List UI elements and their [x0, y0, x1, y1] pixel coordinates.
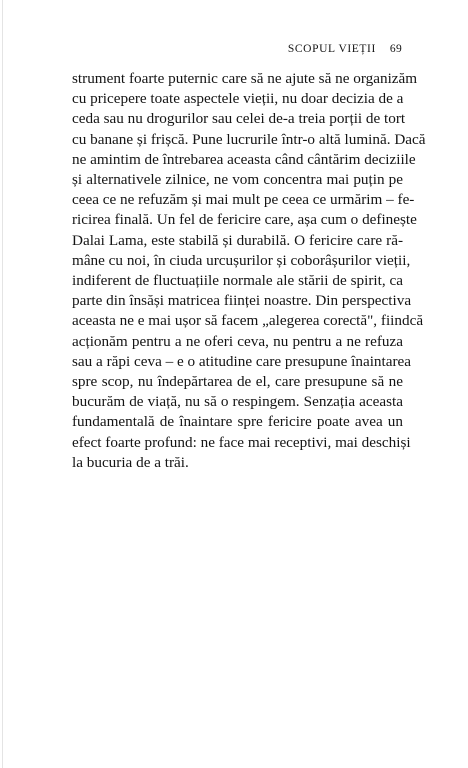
text-line: strument foarte puternic care să ne ajute să ne organizăm	[72, 70, 418, 87]
text-line: efect foarte profund: ne face mai receptivi, mai deschiși	[72, 433, 411, 451]
running-header	[72, 42, 402, 56]
text-line: ceda sau nu drogurilor sau celei de-a treia porții de tort	[72, 110, 406, 128]
page-edge-shadow	[2, 0, 3, 768]
text-line: cu pricepere toate aspectele vieții, nu doar decizia de a	[72, 90, 404, 108]
text-line: parte din însăși matricea ființei noastre. Din perspectiva	[72, 292, 412, 310]
text-line-last: la bucuria de a trăi.	[72, 453, 189, 471]
running-header-title: SCOPUL VIEȚII	[287, 43, 376, 55]
text-line: acționăm pentru a ne oferi ceva, nu pentru a ne refuza	[72, 332, 403, 350]
text-line: aceasta ne e mai ușor să facem „alegerea corectă", fiindcă	[72, 312, 424, 330]
text-line: Dalai Lama, este stabilă și durabilă. O fericire care ră-	[72, 231, 403, 249]
text-line: ricirea finală. Un fel de fericire care, așa cum o definește	[72, 211, 417, 229]
text-line: indiferent de fluctuațiile normale ale stării de spirit, ca	[72, 272, 403, 290]
text-line: bucurăm de viață, nu să o respingem. Senzația aceasta	[72, 393, 403, 411]
body-paragraph	[72, 69, 426, 473]
text-line: sau a răpi ceva – e o atitudine care presupune înaintarea	[72, 352, 412, 370]
text-line: cu banane și frișcă. Pune lucrurile într-o altă lumină. Dacă	[72, 130, 426, 148]
text-line: spre scop, nu îndepărtarea de el, care presupune să ne	[72, 373, 403, 391]
text-line: mâne cu noi, în ciuda urcușurilor și coborâșurilor vieții,	[72, 251, 411, 269]
text-line: ceea ce ne refuzăm și mai mult pe ceea ce urmărim – fe-	[72, 191, 415, 209]
text-line: și alternativele zilnice, ne vom concentra mai puțin pe	[72, 171, 403, 189]
text-line: fundamentală de înaintare spre fericire poate avea un	[72, 413, 403, 431]
text-line: ne amintim de întrebarea aceasta când cântărim deciziile	[72, 150, 416, 168]
page-number: 69	[389, 43, 402, 55]
